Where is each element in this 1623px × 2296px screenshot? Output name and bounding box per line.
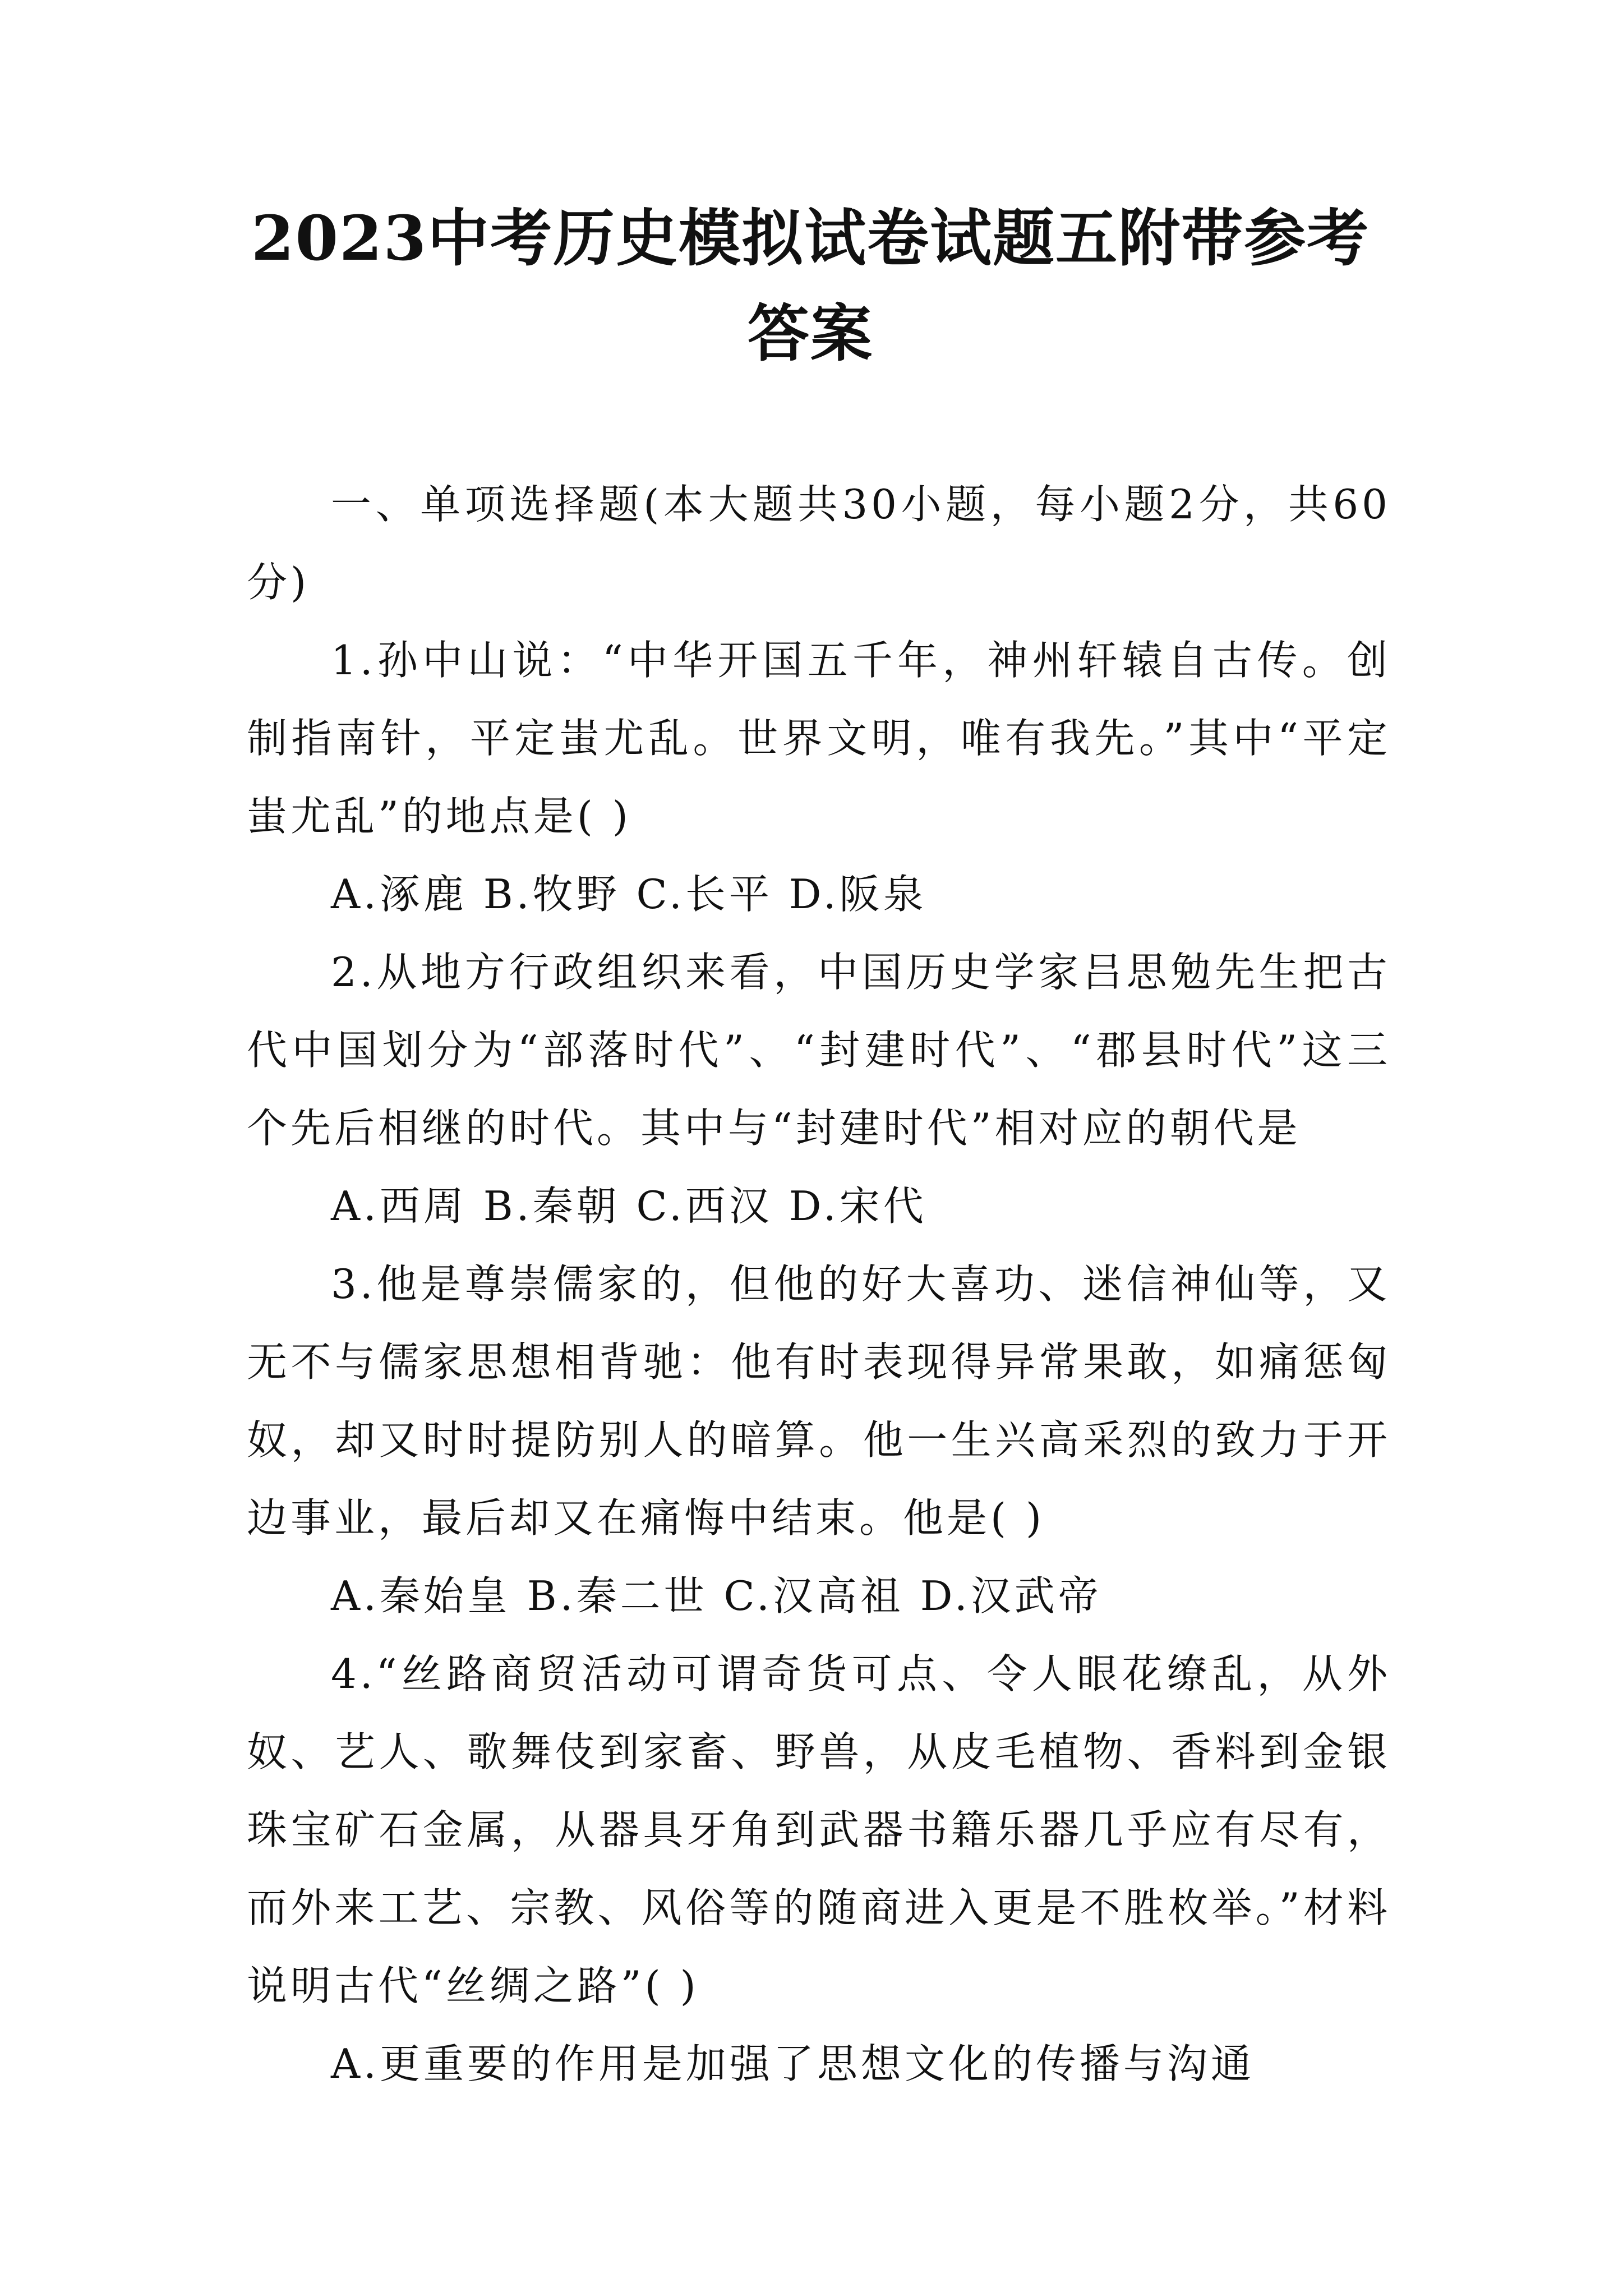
- document-title: 2023中考历史模拟试卷试题五附带参考答案: [251, 202, 1370, 370]
- question-1: 1.孙中山说：“中华开国五千年，神州轩辕自古传。创制指南针，平定蚩尤乱。世界文明，唯有我先。”其中“平定蚩尤乱”的地点是( ): [247, 637, 1391, 840]
- question-2-options: A.西周 B.秦朝 C.西汉 D.宋代: [331, 1182, 927, 1230]
- question-4-option-a: A.更重要的作用是加强了思想文化的传播与沟通: [331, 2040, 1255, 2087]
- document-body: [247, 466, 1391, 2103]
- question-3-options: A.秦始皇 B.秦二世 C.汉高祖 D.汉武帝: [331, 1572, 1102, 1619]
- question-4: 4.“丝路商贸活动可谓奇货可点、令人眼花缭乱，从外奴、艺人、歌舞伎到家畜、野兽，从皮毛植物、香料到金银珠宝矿石金属，从器具牙角到武器书籍乐器几乎应有尽有，而外来工艺、宗教、风俗等的随商进入更是不胜枚举。”材料说明古代“丝绸之路”( ): [247, 1650, 1391, 2009]
- question-1-options: A.涿鹿 B.牧野 C.长平 D.阪泉: [331, 871, 927, 918]
- question-2: 2.从地方行政组织来看，中国历史学家吕思勉先生把古代中国划分为“部落时代”、“封建时代”、“郡县时代”这三个先后相继的时代。其中与“封建时代”相对应的朝代是: [247, 949, 1391, 1152]
- question-3: 3.他是尊崇儒家的，但他的好大喜功、迷信神仙等，又无不与儒家思想相背驰：他有时表现得异常果敢，如痛惩匈奴，却又时时提防别人的暗算。他一生兴高采烈的致力于开边事业，最后却又在痛悔中结束。他是( ): [247, 1260, 1391, 1542]
- section-heading: 一、单项选择题(本大题共30小题，每小题2分，共60分): [247, 481, 1391, 606]
